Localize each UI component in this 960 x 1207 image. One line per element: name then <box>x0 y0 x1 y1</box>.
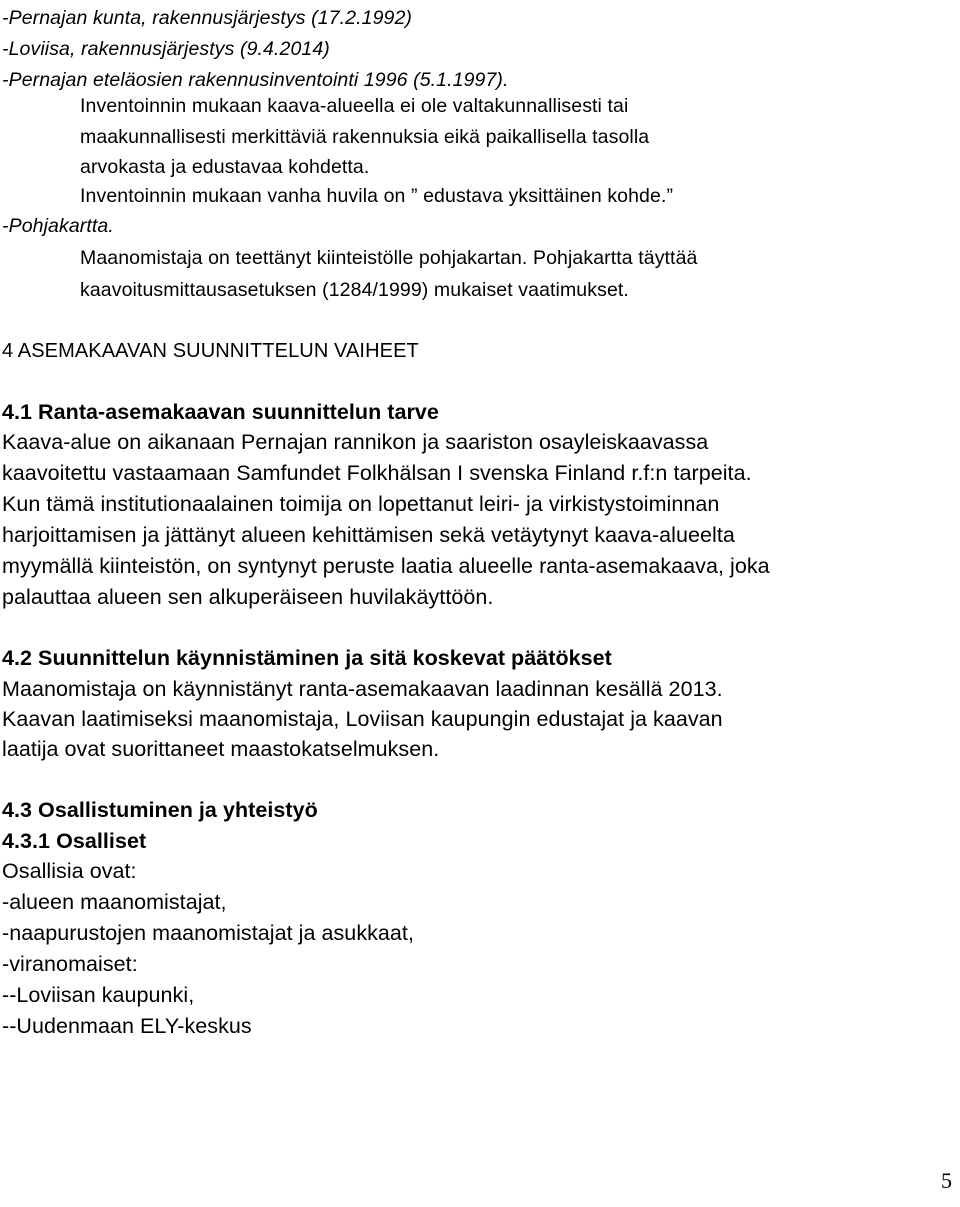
list-item: -naapurustojen maanomistajat ja asukkaat, <box>2 921 414 945</box>
basemap-line: Maanomistaja on teettänyt kiinteistölle pohjakartan. Pohjakartta täyttää <box>80 247 698 269</box>
list-item: -alueen maanomistajat, <box>2 890 227 914</box>
section-4-3-title: 4.3 Osallistuminen ja yhteistyö <box>2 798 318 822</box>
page-number: 5 <box>941 1168 952 1193</box>
list-item: --Loviisan kaupunki, <box>2 983 195 1007</box>
paragraph-line: Kaava-alue on aikanaan Pernajan rannikon ja saariston osayleiskaavassa <box>2 430 709 454</box>
inventory-line: arvokasta ja edustavaa kohdetta. <box>80 156 370 178</box>
paragraph-line: Kaavan laatimiseksi maanomistaja, Loviisan kaupungin edustajat ja kaavan <box>2 707 723 731</box>
paragraph-line: harjoittamisen ja jättänyt alueen kehittämisen sekä vetäytynyt kaava-alueelta <box>2 523 735 547</box>
paragraph-line: kaavoitettu vastaamaan Samfundet Folkhälsan I svenska Finland r.f:n tarpeita. <box>2 461 752 485</box>
inventory-line: Inventoinnin mukaan kaava-alueella ei ole valtakunnallisesti tai <box>80 95 629 117</box>
list-item: --Uudenmaan ELY-keskus <box>2 1014 252 1038</box>
section-4-2-title: 4.2 Suunnittelun käynnistäminen ja sitä koskevat päätökset <box>2 646 612 670</box>
inventory-line: maakunnallisesti merkittäviä rakennuksia eikä paikallisella tasolla <box>80 126 650 148</box>
paragraph-line: Osallisia ovat: <box>2 859 137 883</box>
list-item: -viranomaiset: <box>2 952 138 976</box>
paragraph-line: laatija ovat suorittaneet maastokatselmuksen. <box>2 737 440 761</box>
basemap-heading: -Pohjakartta. <box>2 215 114 237</box>
paragraph-line: Kun tämä institutionaalainen toimija on lopettanut leiri- ja virkistystoiminnan <box>2 492 720 516</box>
reference-line: -Pernajan eteläosien rakennusinventointi 1996 (5.1.1997). <box>2 69 509 91</box>
reference-line: -Pernajan kunta, rakennusjärjestys (17.2.1992) <box>2 7 412 29</box>
section-4-3-1-title: 4.3.1 Osalliset <box>2 829 147 853</box>
paragraph-line: palauttaa alueen sen alkuperäiseen huvilakäyttöön. <box>2 585 494 609</box>
reference-line: -Loviisa, rakennusjärjestys (9.4.2014) <box>2 38 330 60</box>
section-4-title: 4 ASEMAKAAVAN SUUNNITTELUN VAIHEET <box>2 340 419 362</box>
paragraph-line: Maanomistaja on käynnistänyt ranta-asemakaavan laadinnan kesällä 2013. <box>2 677 723 701</box>
inventory-line: Inventoinnin mukaan vanha huvila on ” edustava yksittäinen kohde.” <box>80 185 674 207</box>
section-4-1-title: 4.1 Ranta-asemakaavan suunnittelun tarve <box>2 400 439 424</box>
paragraph-line: myymällä kiinteistön, on syntynyt peruste laatia alueelle ranta-asemakaava, joka <box>2 554 770 578</box>
basemap-line: kaavoitusmittausasetuksen (1284/1999) mukaiset vaatimukset. <box>80 279 629 301</box>
